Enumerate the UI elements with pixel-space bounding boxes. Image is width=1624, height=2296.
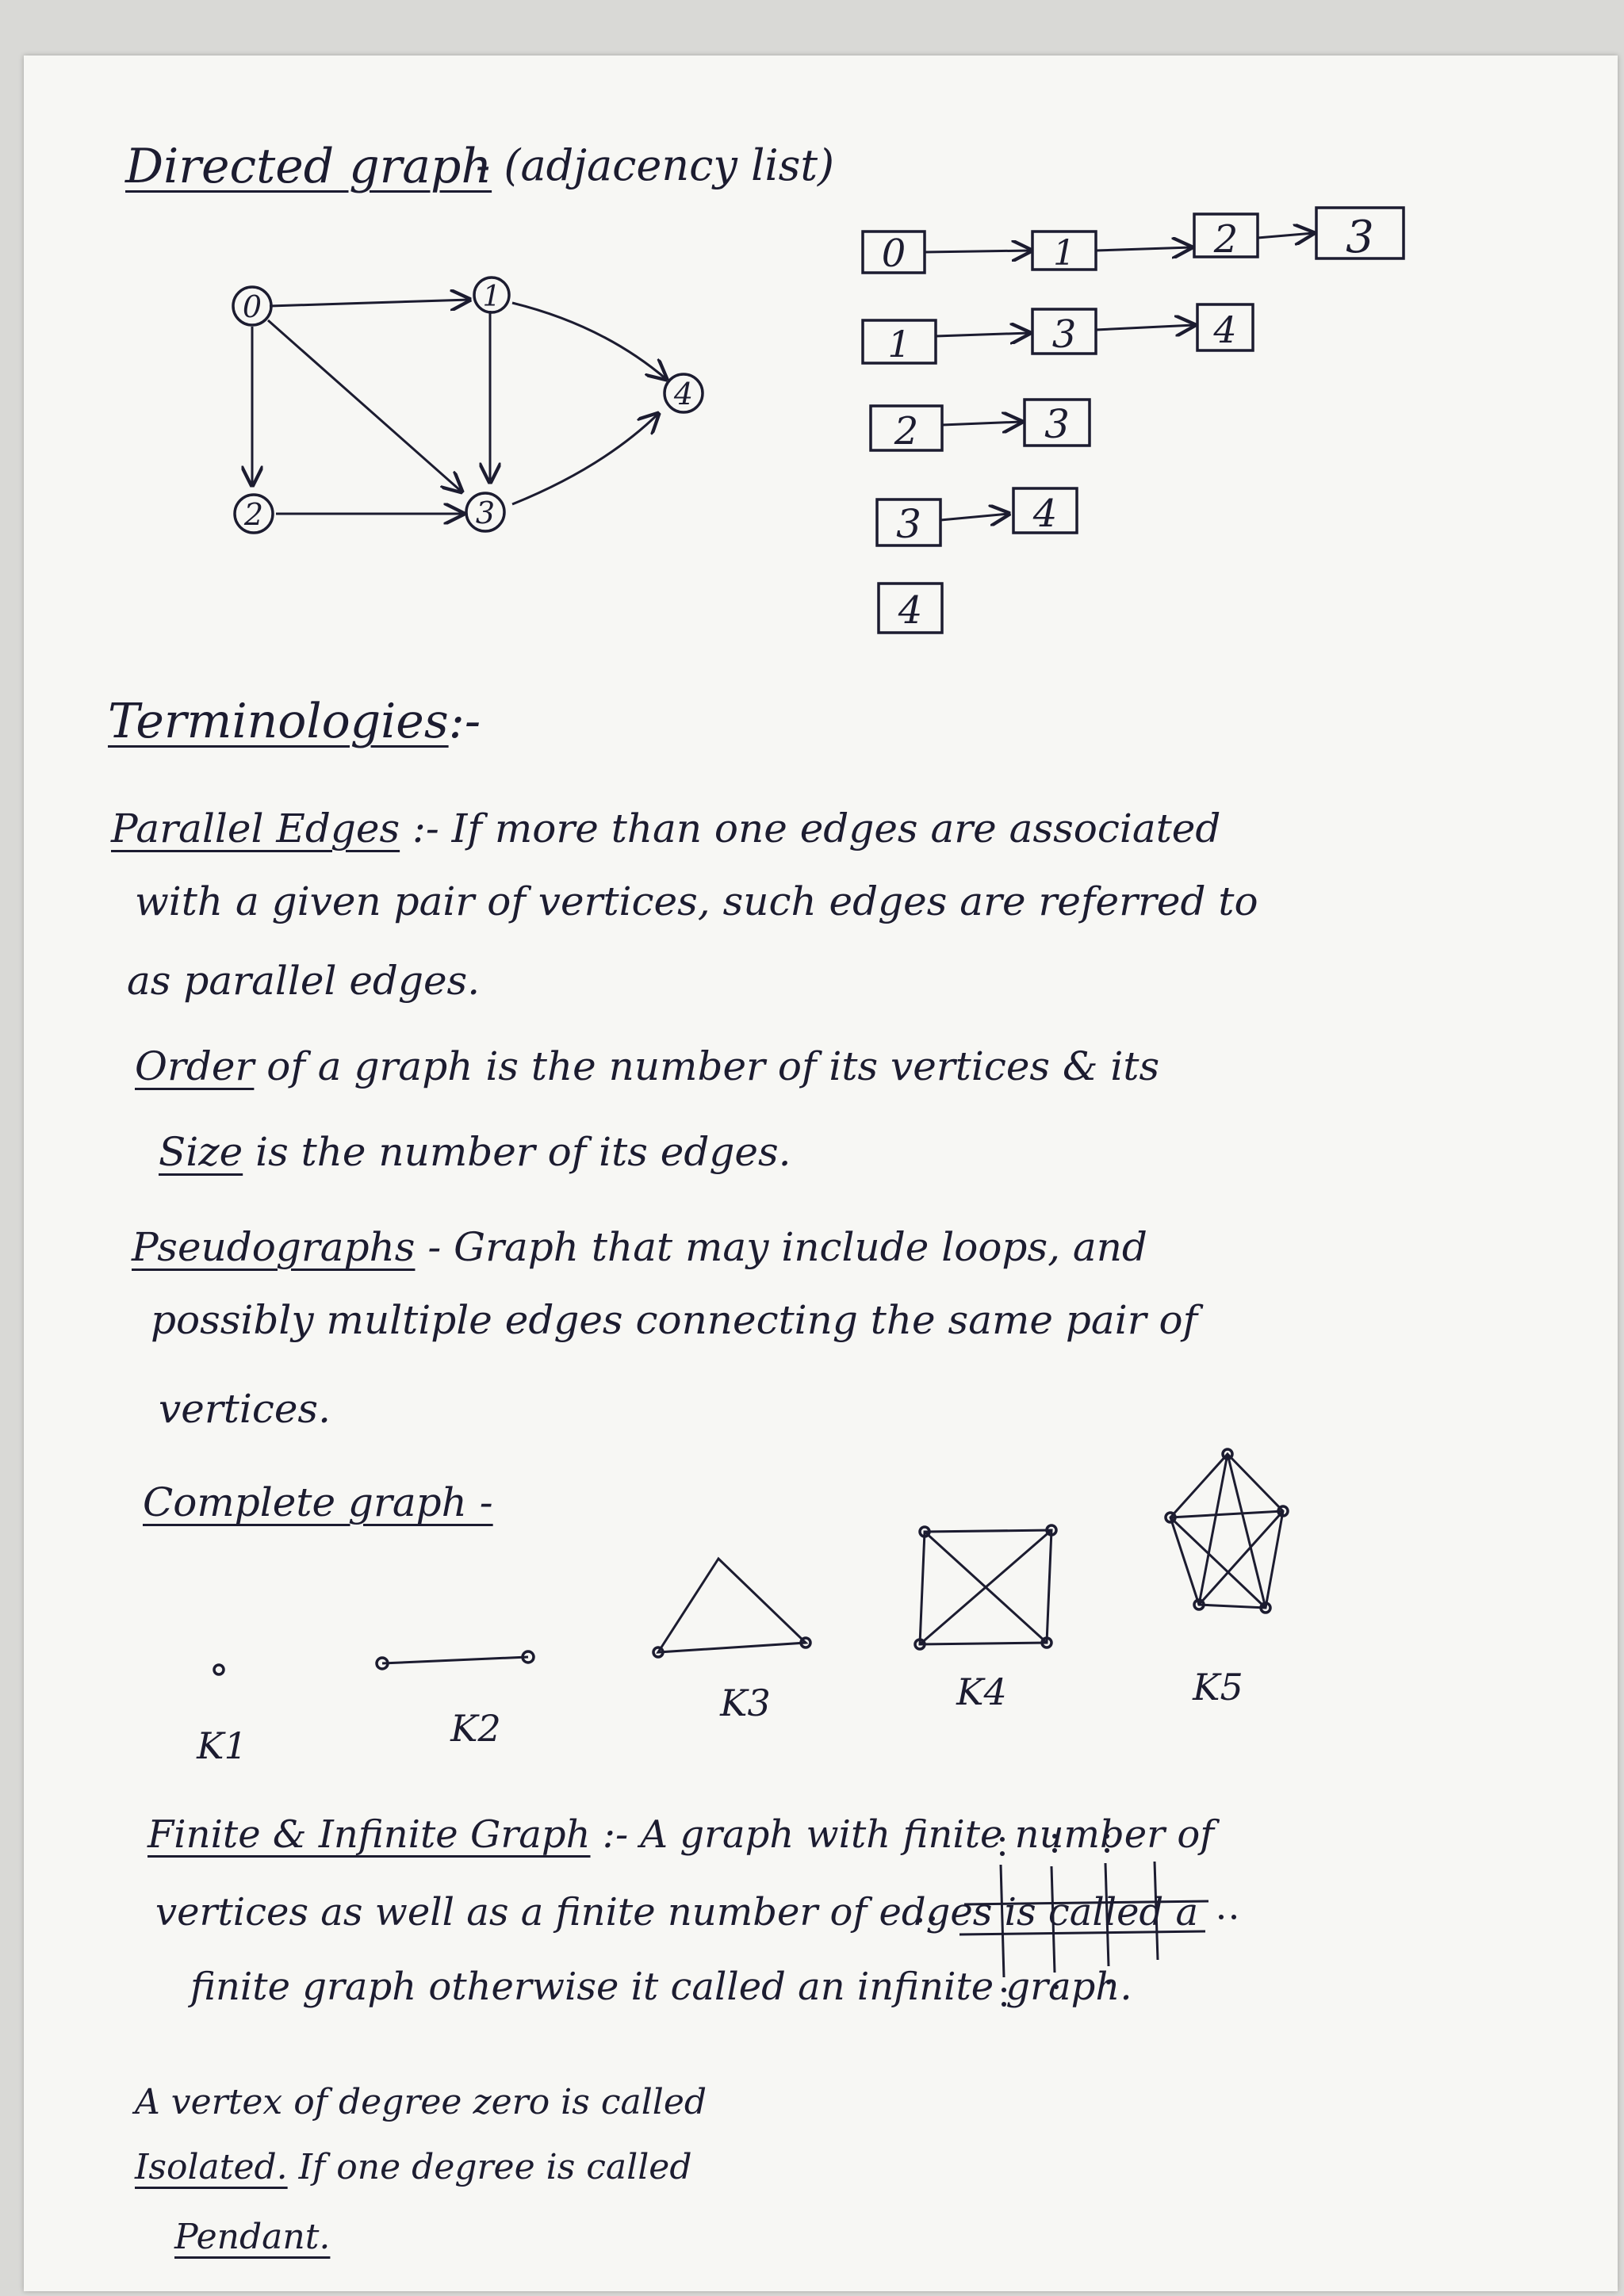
parallel-edges-line3: as parallel edges. — [127, 958, 481, 1004]
parallel-edges-term: Parallel Edges — [111, 806, 400, 851]
adj-0-next-0: 1 — [1053, 233, 1075, 274]
order-term: Order — [135, 1043, 255, 1089]
order-line1: Order of a graph is the number of its vertices & its — [135, 1043, 1160, 1089]
size-term: Size — [159, 1129, 243, 1175]
terminologies-suffix: :- — [448, 694, 481, 749]
k3-graph — [653, 1559, 810, 1657]
directed-graph-heading: Directed graph — [125, 139, 492, 194]
finite-infinite-line3: finite graph otherwise it called an infinite graph. — [190, 1965, 1132, 2009]
k4-label: K4 — [956, 1670, 1007, 1713]
adj-head-3: 3 — [896, 501, 921, 547]
vertex-label-4: 4 — [673, 377, 694, 411]
k3-label: K3 — [720, 1682, 771, 1724]
k2-label: K2 — [450, 1707, 501, 1750]
adj-1-next-1: 4 — [1213, 308, 1237, 351]
adjacency-subheading: - (adjacency list) — [476, 140, 835, 190]
terminologies-heading: Terminologies — [108, 694, 449, 749]
pendant-term: Pendant. — [174, 2217, 331, 2257]
k1-label: K1 — [197, 1724, 247, 1767]
adj-head-2: 2 — [894, 409, 919, 453]
vertex-label-3: 3 — [475, 496, 496, 530]
parallel-edges-line2: with a given pair of vertices, such edges are referred to — [135, 878, 1258, 924]
adj-2-next-0: 3 — [1044, 401, 1070, 447]
adj-head-0: 0 — [881, 232, 906, 276]
vertex-label-2: 2 — [243, 497, 264, 532]
pseudographs-line2: possibly multiple edges connecting the same pair of — [151, 1297, 1198, 1343]
size-line2: Size is the number of its edges. — [159, 1129, 791, 1175]
pseudographs-term: Pseudographs — [132, 1224, 416, 1270]
k4-graph — [915, 1525, 1056, 1649]
complete-graph-heading: Complete graph - — [143, 1479, 493, 1525]
adj-0-next-2: 3 — [1346, 212, 1374, 263]
adj-head-1: 1 — [887, 323, 911, 365]
vertex-label-1: 1 — [482, 281, 501, 313]
finite-infinite-term: Finite & Infinite Graph — [147, 1812, 591, 1857]
pseudographs-line3: vertices. — [159, 1386, 331, 1432]
k5-label: K5 — [1193, 1666, 1243, 1709]
pseudographs-line1: Pseudographs - Graph that may include loops, and — [132, 1224, 1147, 1270]
adj-head-4: 4 — [898, 588, 923, 633]
adj-1-next-0: 3 — [1051, 312, 1077, 357]
parallel-edges-line1: Parallel Edges :- If more than one edges are associated — [111, 806, 1221, 851]
k1-graph — [214, 1665, 224, 1674]
adj-0-next-1: 2 — [1213, 217, 1239, 262]
adj-3-next-0: 4 — [1032, 492, 1058, 536]
vertex-label-0: 0 — [242, 289, 262, 324]
finite-infinite-line1: Finite & Infinite Graph :- A graph with finite number of — [147, 1812, 1215, 1857]
isolated-term: Isolated. — [135, 2147, 288, 2187]
k5-graph — [1166, 1449, 1288, 1613]
isolated-line1: A vertex of degree zero is called — [135, 2082, 707, 2122]
k2-graph — [377, 1651, 534, 1669]
isolated-line2: Isolated. If one degree is called — [135, 2147, 692, 2187]
finite-infinite-line2: vertices as well as a finite number of edges is called a — [155, 1890, 1199, 1934]
